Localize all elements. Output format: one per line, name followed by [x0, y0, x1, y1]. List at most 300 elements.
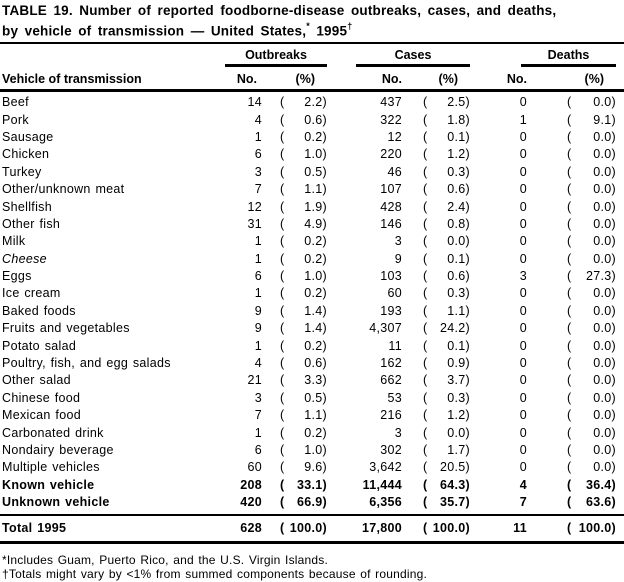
open-paren: ( [567, 520, 572, 535]
vehicle-name: Other/unknown meat [2, 182, 125, 197]
deaths-no-cell: 0 [519, 147, 527, 162]
deaths-no-cell: 0 [519, 129, 527, 144]
open-paren: ( [567, 477, 572, 492]
open-paren: ( [280, 520, 285, 535]
open-paren: ( [280, 112, 285, 127]
open-paren: ( [423, 199, 428, 214]
outbreaks-pct-cell [262, 234, 327, 248]
vehicle-name: Milk [2, 234, 26, 249]
vehicle-name: Baked foods [2, 303, 76, 318]
vehicle-name: Shellfish [2, 199, 52, 214]
table-row [0, 320, 624, 337]
open-paren: ( [280, 129, 285, 144]
percent-value: 1.8) [447, 112, 470, 127]
open-paren: ( [567, 164, 572, 179]
percent-value: 0.6) [304, 356, 327, 371]
deaths-no-cell: 0 [519, 460, 527, 475]
outbreaks-pct-cell [262, 521, 327, 535]
title-rule [0, 42, 624, 44]
percent-value: 0.0) [593, 303, 616, 318]
outbreaks-pct-cell [262, 391, 327, 405]
percent-value: 3.7) [447, 373, 470, 388]
outbreaks-no-cell: 4 [254, 356, 262, 371]
column-header-row [0, 67, 624, 89]
open-paren: ( [423, 477, 428, 492]
percent-value: 2.4) [447, 199, 470, 214]
percent-value: 0.6) [304, 112, 327, 127]
percent-value: 2.2) [304, 95, 327, 110]
percent-value: 0.0) [593, 373, 616, 388]
percent-value: 20.5) [440, 460, 470, 475]
cases-no-cell: 216 [380, 408, 402, 423]
outbreaks-pct-cell [262, 408, 327, 422]
outbreaks-pct-cell [262, 443, 327, 457]
open-paren: ( [280, 321, 285, 336]
outbreaks-no-cell: 3 [254, 390, 262, 405]
cases-pct-cell [402, 339, 470, 353]
percent-value: 66.9) [297, 495, 327, 510]
deaths-no-cell: 0 [519, 321, 527, 336]
outbreaks-no-cell: 1 [254, 338, 262, 353]
cases-no-cell: 103 [380, 269, 402, 284]
vehicle-name: Beef [2, 95, 29, 110]
percent-value: 1.0) [304, 443, 327, 457]
percent-value: 24.2) [440, 321, 470, 336]
outbreaks-pct-cell [262, 200, 327, 214]
cases-no-cell: 17,800 [361, 520, 402, 535]
vehicle-name: Sausage [2, 129, 54, 144]
open-paren: ( [423, 356, 428, 371]
deaths-pct-cell [538, 269, 616, 283]
cases-pct-cell [402, 182, 470, 196]
percent-value: 0.0) [593, 286, 616, 301]
open-paren: ( [423, 425, 428, 440]
deaths-pct-cell [538, 95, 616, 109]
percent-value: 0.2) [304, 234, 327, 249]
percent-value: 0.0) [593, 390, 616, 405]
deaths-no-cell: 0 [519, 373, 527, 388]
open-paren: ( [280, 164, 285, 179]
open-paren: ( [423, 321, 428, 336]
outbreaks-no-cell: 3 [254, 164, 262, 179]
outbreaks-no-cell: 4 [254, 112, 262, 127]
vehicle-name: Cheese [2, 251, 47, 266]
table-row [0, 407, 624, 424]
percent-value: 64.3) [440, 477, 470, 492]
percent-value: 1.0) [304, 147, 327, 162]
percent-value: 100.0) [432, 520, 470, 535]
deaths-no-cell: 0 [519, 443, 527, 457]
table-row [0, 285, 624, 302]
percent-value: 0.1) [447, 129, 470, 144]
cases-pct-cell [402, 130, 470, 144]
deaths-no-cell: 0 [519, 234, 527, 249]
cases-no-cell: 11 [388, 338, 402, 353]
outbreaks-pct-cell [262, 478, 327, 492]
percent-value: 1.4) [304, 303, 327, 318]
percent-value: 0.0) [593, 338, 616, 353]
open-paren: ( [280, 216, 285, 231]
cases-no-cell: 428 [380, 199, 402, 214]
percent-value: 0.0) [593, 129, 616, 144]
cases-no-cell: 146 [380, 216, 402, 231]
deaths-no-cell: 0 [519, 338, 527, 353]
open-paren: ( [423, 182, 428, 197]
percent-value: 0.1) [447, 251, 470, 266]
cases-pct-cell [402, 165, 470, 179]
cases-pct-cell [402, 147, 470, 161]
deaths-no-cell: 0 [519, 251, 527, 266]
cases-no-cell: 662 [380, 373, 402, 388]
open-paren: ( [567, 495, 572, 510]
table-row [0, 233, 624, 250]
table-row [0, 146, 624, 163]
vehicle-name: Pork [2, 112, 29, 127]
deaths-no-cell: 7 [519, 495, 527, 510]
deaths-pct-cell [538, 391, 616, 405]
open-paren: ( [423, 408, 428, 423]
deaths-no-cell: 0 [519, 286, 527, 301]
outbreaks-pct-cell [262, 321, 327, 335]
vehicle-column-header: Vehicle of transmission [2, 71, 142, 86]
percent-value: 36.4) [586, 477, 616, 492]
cases-pct-cell [402, 478, 470, 492]
open-paren: ( [280, 303, 285, 318]
vehicle-name: Chinese food [2, 390, 81, 405]
open-paren: ( [567, 112, 572, 127]
open-paren: ( [280, 425, 285, 440]
deaths-pct-cell [538, 113, 616, 127]
cases-no-cell: 6,356 [369, 495, 402, 510]
vehicle-name: Fruits and vegetables [2, 321, 130, 336]
deaths-pct-header: (%) [584, 71, 604, 86]
column-group-header-row [0, 48, 624, 67]
deaths-pct-cell [538, 408, 616, 422]
deaths-no-header: No. [506, 71, 527, 86]
percent-value: 0.9) [447, 356, 470, 371]
outbreaks-no-cell: 1 [254, 251, 262, 266]
outbreaks-pct-cell [262, 356, 327, 370]
outbreaks-no-cell: 208 [240, 477, 262, 492]
open-paren: ( [423, 269, 428, 284]
outbreaks-no-cell: 7 [254, 182, 262, 197]
table-row [0, 337, 624, 354]
percent-value: 4.9) [304, 216, 327, 231]
cases-no-cell: 46 [387, 164, 402, 179]
percent-value: 0.0) [447, 425, 470, 440]
open-paren: ( [567, 390, 572, 405]
percent-value: 1.0) [304, 269, 327, 284]
open-paren: ( [567, 460, 572, 475]
outbreaks-pct-cell [262, 269, 327, 283]
percent-value: 0.0) [593, 460, 616, 475]
footnote-marker-asterisk: * [306, 21, 310, 31]
open-paren: ( [567, 234, 572, 249]
open-paren: ( [423, 129, 428, 144]
vehicle-name: Mexican food [2, 408, 81, 423]
cases-no-cell: 193 [380, 303, 402, 318]
percent-value: 1.2) [447, 408, 470, 423]
cases-no-cell: 4,307 [369, 321, 402, 336]
percent-value: 63.6) [586, 495, 616, 510]
percent-value: 0.3) [447, 164, 470, 179]
cases-pct-cell [402, 356, 470, 370]
open-paren: ( [280, 269, 285, 284]
vehicle-name: Potato salad [2, 338, 77, 353]
outbreaks-no-cell: 9 [254, 321, 262, 336]
open-paren: ( [567, 147, 572, 162]
outbreaks-pct-cell [262, 460, 327, 474]
table-row [0, 111, 624, 128]
percent-value: 0.0) [593, 251, 616, 266]
outbreaks-pct-cell [262, 339, 327, 353]
cases-pct-cell [402, 234, 470, 248]
percent-value: 0.5) [304, 390, 327, 405]
column-group-cases-label: Cases [356, 48, 470, 67]
percent-value: 0.2) [304, 129, 327, 144]
percent-value: 100.0) [289, 520, 327, 535]
open-paren: ( [423, 112, 428, 127]
deaths-pct-cell [538, 234, 616, 248]
table-row [0, 180, 624, 197]
percent-value: 0.6) [447, 182, 470, 197]
deaths-no-cell: 0 [519, 216, 527, 231]
table-row [0, 459, 624, 476]
outbreaks-pct-cell [262, 373, 327, 387]
total-row-container [0, 514, 624, 544]
percent-value: 9.1) [593, 112, 616, 127]
open-paren: ( [423, 286, 428, 301]
vehicle-name: Turkey [2, 164, 42, 179]
vehicle-name: Carbonated drink [2, 425, 104, 440]
vehicle-name: Chicken [2, 147, 50, 162]
open-paren: ( [280, 373, 285, 388]
open-paren: ( [567, 408, 572, 423]
percent-value: 0.0) [593, 443, 616, 457]
deaths-no-cell: 0 [519, 303, 527, 318]
percent-value: 0.0) [593, 199, 616, 214]
open-paren: ( [567, 303, 572, 318]
open-paren: ( [567, 199, 572, 214]
deaths-no-cell: 1 [519, 112, 527, 127]
open-paren: ( [567, 321, 572, 336]
cases-pct-cell [402, 426, 470, 440]
column-group-outbreaks [220, 48, 327, 67]
percent-value: 0.8) [447, 216, 470, 231]
outbreaks-no-cell: 14 [247, 95, 262, 110]
vehicle-name: Nondairy beverage [2, 443, 114, 457]
cases-pct-header: (%) [438, 71, 458, 86]
open-paren: ( [567, 443, 572, 457]
vehicle-name: Poultry, fish, and egg salads [2, 356, 171, 371]
percent-value: 27.3) [586, 269, 616, 284]
table-row [0, 354, 624, 371]
deaths-no-cell: 0 [519, 199, 527, 214]
cases-no-cell: 437 [380, 95, 402, 110]
cases-no-cell: 3 [394, 234, 402, 249]
outbreaks-no-cell: 9 [254, 303, 262, 318]
open-paren: ( [567, 425, 572, 440]
table-row [0, 267, 624, 284]
deaths-pct-cell [538, 165, 616, 179]
footnote-asterisk-marker: * [2, 552, 7, 567]
outbreaks-no-header: No. [236, 71, 257, 86]
vehicle-name: Multiple vehicles [2, 460, 100, 475]
percent-value: 0.3) [447, 286, 470, 301]
open-paren: ( [423, 216, 428, 231]
deaths-pct-cell [538, 182, 616, 196]
footnote-dagger-text: Totals might vary by <1% from summed components because of rounding. [8, 567, 428, 582]
deaths-pct-cell [538, 373, 616, 387]
outbreaks-no-cell: 1 [254, 425, 262, 440]
deaths-no-cell: 0 [519, 425, 527, 440]
open-paren: ( [280, 251, 285, 266]
deaths-pct-cell [538, 521, 616, 535]
percent-value: 33.1) [297, 477, 327, 492]
outbreaks-no-cell: 420 [240, 495, 262, 510]
open-paren: ( [423, 164, 428, 179]
table-row [0, 215, 624, 232]
cases-no-cell: 12 [387, 129, 402, 144]
vehicle-name: Unknown vehicle [2, 495, 110, 510]
cases-pct-cell [402, 521, 470, 535]
footnotes [0, 553, 624, 582]
cases-no-cell: 9 [394, 251, 402, 266]
open-paren: ( [567, 95, 572, 110]
cases-pct-cell [402, 200, 470, 214]
deaths-no-cell: 0 [519, 164, 527, 179]
cases-no-cell: 322 [380, 112, 402, 127]
deaths-pct-cell [538, 252, 616, 266]
open-paren: ( [567, 251, 572, 266]
table-row [0, 128, 624, 145]
footnote-dagger-marker: † [2, 567, 9, 582]
outbreaks-pct-cell [262, 217, 327, 231]
open-paren: ( [423, 495, 428, 510]
open-paren: ( [567, 269, 572, 284]
table-row [0, 302, 624, 319]
deaths-no-cell: 3 [519, 269, 527, 284]
cases-pct-cell [402, 304, 470, 318]
cases-pct-cell [402, 391, 470, 405]
outbreaks-pct-cell [262, 113, 327, 127]
vehicle-name: Known vehicle [2, 477, 95, 492]
percent-value: 0.0) [593, 234, 616, 249]
open-paren: ( [280, 356, 285, 371]
footnote-dagger [2, 567, 624, 582]
percent-value: 0.0) [593, 321, 616, 336]
deaths-pct-cell [538, 304, 616, 318]
table-row [0, 163, 624, 180]
open-paren: ( [280, 460, 285, 475]
outbreaks-pct-cell [262, 147, 327, 161]
cases-pct-cell [402, 217, 470, 231]
cases-no-cell: 220 [380, 147, 402, 162]
column-group-cases [327, 48, 470, 67]
cases-no-cell: 3 [394, 425, 402, 440]
open-paren: ( [280, 443, 285, 457]
open-paren: ( [567, 338, 572, 353]
deaths-no-cell: 0 [519, 356, 527, 371]
cases-pct-cell [402, 113, 470, 127]
outbreaks-pct-cell [262, 426, 327, 440]
cases-pct-cell [402, 286, 470, 300]
percent-value: 1.9) [304, 199, 327, 214]
outbreaks-pct-cell [262, 182, 327, 196]
percent-value: 0.0) [593, 95, 616, 110]
percent-value: 0.0) [593, 164, 616, 179]
deaths-pct-cell [538, 147, 616, 161]
outbreaks-no-cell: 628 [240, 520, 262, 535]
percent-value: 0.2) [304, 338, 327, 353]
table-title-line1: TABLE 19. Number of reported foodborne-disease outbreaks, cases, and deaths, [2, 3, 557, 18]
deaths-pct-cell [538, 460, 616, 474]
outbreaks-pct-cell [262, 95, 327, 109]
column-group-outbreaks-label: Outbreaks [225, 48, 327, 67]
outbreaks-pct-header: (%) [295, 71, 315, 86]
open-paren: ( [280, 477, 285, 492]
outbreaks-no-cell: 21 [247, 373, 262, 388]
percent-value: 35.7) [440, 495, 470, 510]
outbreaks-pct-cell [262, 165, 327, 179]
percent-value: 0.0) [593, 216, 616, 231]
percent-value: 2.5) [447, 95, 470, 110]
deaths-no-cell: 11 [513, 520, 527, 535]
percent-value: 0.2) [304, 251, 327, 266]
vehicle-name: Total 1995 [2, 520, 67, 535]
outbreaks-no-cell: 1 [254, 129, 262, 144]
open-paren: ( [567, 129, 572, 144]
table-title-year: 1995 [309, 23, 348, 39]
deaths-pct-cell [538, 130, 616, 144]
table-row [0, 198, 624, 215]
percent-value: 0.6) [447, 269, 470, 284]
percent-value: 1.1) [304, 408, 327, 423]
footnote-marker-dagger: † [347, 21, 353, 31]
table-title-line2: by vehicle of transmission — United States, [2, 23, 307, 39]
deaths-pct-cell [538, 426, 616, 440]
deaths-pct-cell [538, 200, 616, 214]
open-paren: ( [280, 234, 285, 249]
cases-no-cell: 11,444 [362, 477, 402, 492]
deaths-no-cell: 4 [519, 477, 527, 492]
cases-no-cell: 302 [380, 443, 402, 457]
outbreaks-no-cell: 6 [254, 443, 262, 457]
outbreaks-pct-cell [262, 252, 327, 266]
cases-no-cell: 60 [387, 286, 402, 301]
percent-value: 0.0) [593, 182, 616, 197]
open-paren: ( [423, 520, 428, 535]
percent-value: 1.1) [304, 182, 327, 197]
open-paren: ( [280, 147, 285, 162]
percent-value: 0.3) [447, 390, 470, 405]
cases-pct-cell [402, 321, 470, 335]
cases-pct-cell [402, 408, 470, 422]
vehicle-name: Ice cream [2, 286, 61, 301]
percent-value: 3.3) [304, 373, 327, 388]
table-row [0, 519, 624, 537]
percent-value: 0.2) [304, 286, 327, 301]
percent-value: 0.0) [593, 147, 616, 162]
cases-pct-cell [402, 443, 470, 457]
open-paren: ( [280, 390, 285, 405]
percent-value: 100.0) [578, 520, 616, 535]
outbreaks-pct-cell [262, 130, 327, 144]
deaths-pct-cell [538, 478, 616, 492]
outbreaks-no-cell: 31 [247, 216, 262, 231]
vehicle-name: Other salad [2, 373, 71, 388]
cases-no-cell: 162 [380, 356, 402, 371]
